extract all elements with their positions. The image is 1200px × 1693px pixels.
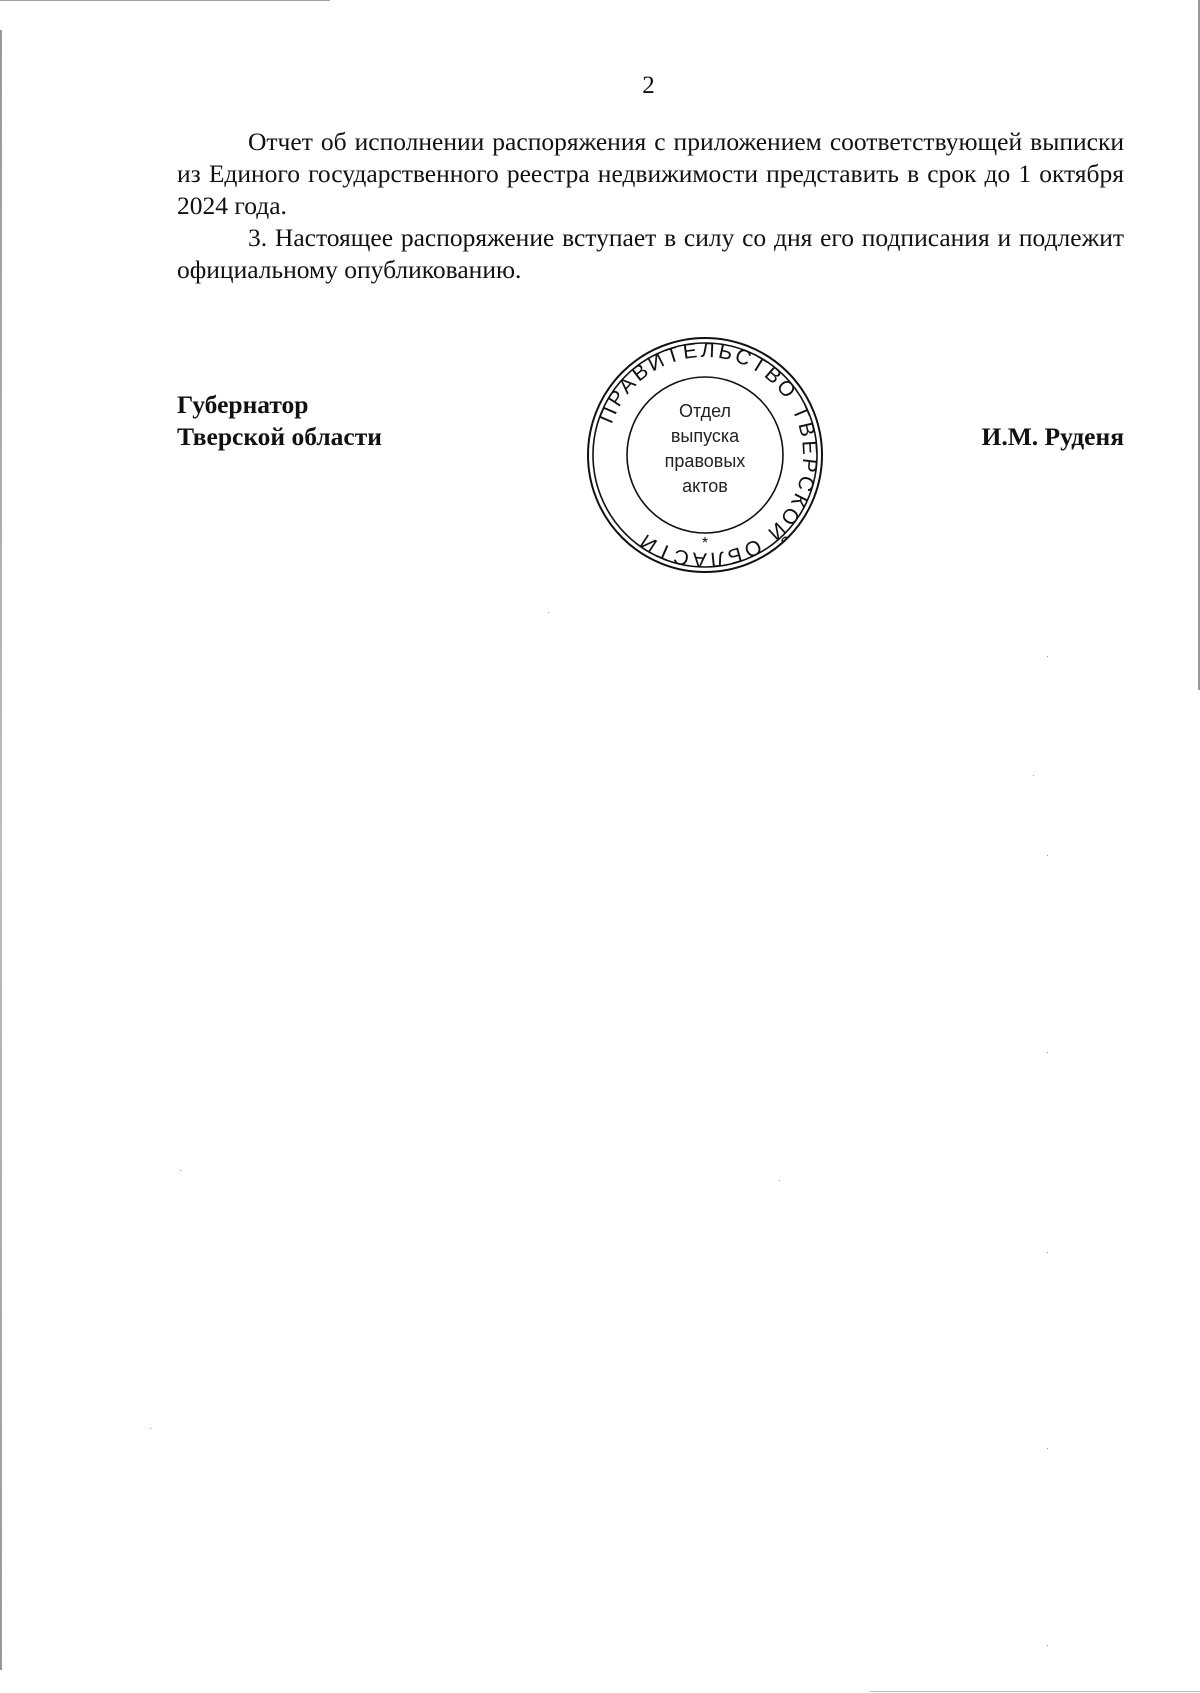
scan-speck (1047, 1252, 1048, 1253)
scan-edge-left (0, 30, 2, 1670)
seal-ring-text-path: ПРАВИТЕЛЬСТВО ТВЕРСКОЙ ОБЛАСТИ (594, 338, 822, 572)
paragraph-effective-date: 3. Настоящее распоряжение вступает в силу со дня его подписания и подлежит официальному опубликованию. (177, 223, 1124, 284)
seal-center-line-2: выпуска (670, 426, 740, 446)
seal-center-line-4: актов (682, 476, 728, 496)
scan-speck (1033, 775, 1034, 776)
scan-speck (1047, 855, 1048, 856)
signatory-name: И.М. Руденя (981, 422, 1124, 451)
scan-speck (1047, 656, 1048, 657)
scan-edge-bottom (870, 1691, 1200, 1692)
scan-speck (1047, 1448, 1048, 1449)
scan-speck (1047, 1645, 1048, 1646)
scan-speck (180, 1170, 181, 1171)
scan-speck (1047, 1052, 1048, 1053)
page-number: 2 (642, 72, 655, 99)
signatory-position-line-2: Тверской области (177, 422, 382, 451)
paragraph-report-deadline: Отчет об исполнении распоряжения с приложением соответствующей выписки из Единого государственного реестра недвижимости представить в срок до 1 октября 2024 года. (177, 127, 1124, 220)
scan-speck (779, 1180, 780, 1181)
official-seal (585, 335, 825, 575)
seal-center-text (645, 399, 765, 499)
signatory-position-line-1: Губернатор (177, 390, 309, 419)
signatory-position (177, 389, 382, 453)
seal-star: * (701, 535, 709, 552)
seal-center-line-1: Отдел (678, 401, 732, 421)
scan-speck (548, 612, 549, 613)
document-body (177, 126, 1124, 286)
scan-speck (150, 1428, 151, 1429)
seal-center-line-3: правовых (664, 451, 746, 471)
scan-edge-top (0, 0, 330, 1)
